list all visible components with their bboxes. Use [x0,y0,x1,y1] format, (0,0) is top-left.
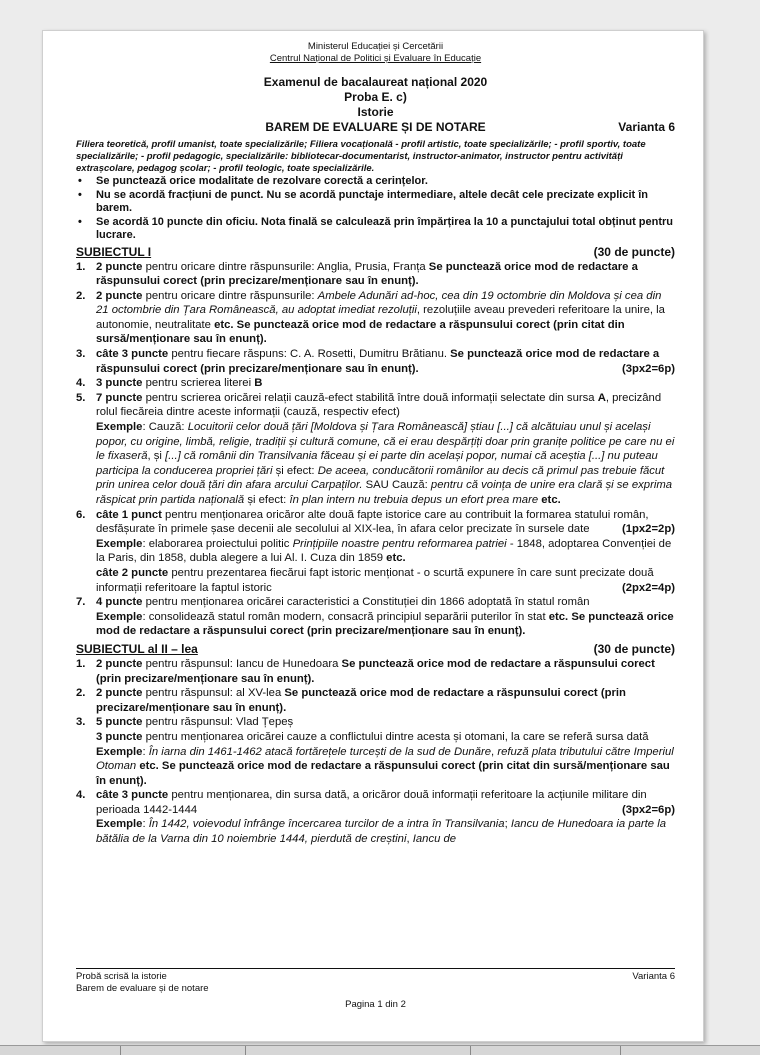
item-1-1 [76,260,675,289]
item-text: pentru prezentarea fiecărui fapt istoric menționat - o scurtă expunere în care sunt precizate două informații referitoare la faptul istoric [96,566,654,594]
etc-text: etc. [386,552,406,565]
quote-text: Iancu de Hunedoara ia parte la bătălia de la Varna din 10 noiembrie 1444, pierdută de creștini [96,818,667,846]
etc-text: etc. [538,494,561,506]
subject-2-title: SUBIECTUL al II – lea [76,641,198,656]
item-number: 7. [76,596,86,609]
subject-1-points: (30 de puncte) [593,244,675,259]
item-text: : consolidează statul român modern, consacră principiul separării puterilor în stat [142,610,549,623]
item-text: : [142,818,149,831]
footer-left-2: Barem de evaluare și de notare [76,983,209,994]
examples-label: Exemple [96,537,143,550]
item-text: ; [504,818,511,831]
points-text: 4 puncte [96,596,143,609]
document-page [42,30,704,1042]
grading-note: Se punctează orice mod de redactare a răspunsului corect (prin precizare/menționare sau în enunț). [96,260,638,288]
points-text: 7 puncte [96,391,143,404]
item-text: , precizând rolul fiecăreia dintre aceste informații (cauză, respectiv efect) [96,391,662,419]
item-text: și efect: [272,464,318,477]
footer-left-1: Probă scrisă la istorie [76,971,167,982]
points-text: 3 puncte [96,377,143,390]
item-text: , [491,745,498,758]
general-rules [76,175,675,243]
item-text: pentru fiecare răspuns: C. A. Rosetti, Dumitru Brătianu. [168,348,451,361]
quote-text: Locuitorii celor două țări [Moldova și Țara Românească] știau [...] că alcătuiau unul și același popor, cu origine, limbă, religie, tradiții și cultură comune, că ei erau despărțiți doar prin granițe politice pe care nu ei le fixaseră [96,421,675,463]
item-number: 1. [76,657,86,670]
points-text: 2 puncte [96,687,143,700]
item-text: , rezoluțiile aveau prevederi referitoare la unire, la autonomie, neutralitate [96,304,665,331]
points-text: câte 2 puncte [96,566,169,579]
examples-label: Exemple [96,745,143,758]
points-text: 2 puncte [96,289,143,302]
barem-title-row [76,120,675,135]
item-text: - 1848, adoptarea Convenției de la Paris, din 1858, dubla alegere a lui Al. I. Cuza din 1859 [96,537,672,565]
item-text: pentru menționarea, din sursa dată, a oricăror două informații referitoare la acțiunile militare din perioada 1442-1444 [96,789,647,816]
item-text: pentru scrierea oricărei relații cauză-efect stabilită între două informații selectate din sursa [142,391,598,404]
bar-divider [470,1046,471,1055]
quote-text: [...] că românii din Transilvania făceau și ei parte din același popor, numai că aceștia [...] nu puteau participa la conducerea propriei țări [96,450,658,477]
page-number: Pagina 1 din 2 [345,999,406,1010]
page-footer [76,968,675,1011]
item-text: , și [147,450,166,463]
item-number: 2. [76,289,86,302]
item-1-3 [76,347,675,376]
center-header: Centrul Național de Politici și Evaluare în Educație [269,53,482,64]
item-1-4 [76,376,675,391]
bar-divider [245,1046,246,1055]
quote-text: Prințipiile noastre pentru reformarea patriei [292,537,507,550]
source-letter: A [597,391,606,404]
variant-label: Varianta 6 [618,120,675,134]
points-text: câte 3 puncte [96,789,169,802]
item-1-2 [76,289,675,347]
bottom-bar [0,1045,760,1055]
item-1-7 [76,595,675,639]
item-number: 3. [76,716,86,729]
item-text: pentru răspunsul: Iancu de Hunedoara [142,657,342,670]
quote-text: Iancu de [412,833,457,846]
answer-letter: B [254,377,263,390]
item-text: pentru menționarea oricăror alte două fapte istorice care au contribuit la formarea statului român, desfășurate în primele șase decenii ale secolului al XIX-lea, în afara celor precizate în sursele date [96,508,649,536]
ministry-header: Ministerul Educației și Cercetării [307,41,444,52]
subject-2-heading [76,642,675,657]
item-1-6 [76,508,675,596]
item-text: pentru oricare dintre răspunsurile: [142,289,318,302]
grading-note: etc. Se punctează orice mod de redactare a răspunsului corect (prin precizare/menționare sau în enunț). [96,610,674,638]
points-text: 2 puncte [96,657,143,670]
grading-note: etc. Se punctează orice mod de redactare a răspunsului corect (prin citat din sursă/menționare sau în enunț). [96,318,625,346]
exam-title: Examenul de bacalaureat național 2020 [263,75,488,89]
subject-1-title: SUBIECTUL I [76,244,152,259]
item-text: : Cauză: [142,421,188,434]
quote-text: în plan intern nu trebuia depus un efort prea mare [289,494,539,506]
item-number: 5. [76,391,86,404]
filiera-text: Filiera teoretică, profil umanist, toate specializările; Filiera vocațională - profil artistic, toate specializările; - profil sportiv, toate specializările; - profil pedagogic, specializările: bibliotecar-documentarist, instructor-animator, instructor pentru activități extrașcolare, pedagog școlar; - profil teologic, toate specializările. [76,139,646,174]
score-formula: (1px2=2p) [621,523,675,536]
examples-label: Exemple [96,610,143,623]
grading-note: etc. Se punctează orice mod de redactare a răspunsului corect (prin citat din sursă/menționare sau în enunț). [96,760,670,787]
item-text: : [142,745,149,758]
item-text: pentru menționarea oricărei cauze a conflictului dintre acesta și otomani, la care se referă sursa dată [142,730,649,743]
item-2-4 [76,788,675,846]
subject-1-items [76,260,675,639]
quote-text: În iarna din 1461-1462 atacă fortărețele turcești de la sud de Dunăre [148,745,492,758]
quote-text: Ambele Adunări ad-hoc, cea din 19 octombrie din Moldova și cea din 21 octombrie din Țara Românească, au adoptat imediat rezoluții [96,289,662,317]
examples-label: Exemple [96,421,143,434]
subject-2-items [76,657,675,847]
item-2-3 [76,715,675,788]
item-number: 2. [76,687,86,700]
item-text: pentru oricare dintre răspunsurile: Anglia, Prusia, Franța [142,260,429,273]
rule-item: • Nu se acordă fracțiuni de punct. Nu se acordă punctaje intermediare, altele decât cele precizate explicit în barem. [76,189,675,216]
item-text: pentru menționarea oricărei caracteristici a Constituției din 1866 adoptată în statul român [142,596,590,609]
examples-label: Exemple [96,818,143,831]
score-formula: (3px2=6p) [621,803,675,816]
points-text: câte 3 puncte [96,348,169,361]
barem-title: BAREM DE EVALUARE ȘI DE NOTARE [265,120,486,134]
item-text: pentru scrierea literei [142,377,255,390]
item-text: SAU Cauză: [362,479,431,492]
proba-title: Proba E. c) [344,90,407,104]
item-1-5 [76,391,675,508]
rule-item: • Se punctează orice modalitate de rezolvare corectă a cerințelor. [76,175,675,189]
bar-divider [120,1046,121,1055]
item-number: 4. [76,377,86,390]
grading-note: Se punctează orice mod de redactare a răspunsului corect (prin precizare/menționare sau în enunț). [96,687,626,714]
points-text: câte 1 punct [96,508,162,521]
points-text: 3 puncte [96,730,143,743]
quote-text: De aceea, conducătorii românilor au decis că primul pas trebuie făcut prin unirea celor două țări din afara arcului Carpaților. [96,464,665,492]
item-number: 1. [76,260,86,273]
item-text: și efect: [244,494,290,506]
score-formula: (3px2=6p) [621,362,675,375]
item-text: pentru răspunsul: Vlad Țepeș [142,716,294,729]
item-2-1 [76,657,675,686]
item-number: 3. [76,348,86,361]
quote-text: refuză plata tributului către Imperiul Otoman [96,745,674,773]
subject-2-points: (30 de puncte) [593,641,675,656]
grading-note: Se punctează orice mod de redactare a răspunsului corect (prin precizare/menționare sau în enunț). [96,657,655,685]
item-2-2 [76,686,675,715]
item-text: pentru răspunsul: al XV-lea [142,687,285,700]
quote-text: pentru că voința de unire era clară și se exprima răspicat prin partida națională [96,479,673,506]
grading-note: Se punctează orice mod de redactare a răspunsului corect (prin precizare/menționare sau în enunț). [96,348,660,375]
quote-text: În 1442, voievodul înfrânge încercarea turcilor de a intra în Transilvania [148,818,505,831]
item-number: 6. [76,508,86,521]
subject-1-heading [76,245,675,260]
item-number: 4. [76,789,86,802]
bar-divider [620,1046,621,1055]
item-text: , [406,833,413,846]
item-text: : elaborarea proiectului politic [142,537,293,550]
page-content [76,41,675,847]
points-text: 2 puncte [96,260,143,273]
points-text: 5 puncte [96,716,143,729]
footer-variant: Varianta 6 [632,971,675,982]
score-formula: (2px2=4p) [621,581,675,594]
rule-item: • Se acordă 10 puncte din oficiu. Nota finală se calculează prin împărțirea la 10 a punctajului total obținut pentru lucrare. [76,216,675,243]
subject-title: Istorie [357,105,394,119]
